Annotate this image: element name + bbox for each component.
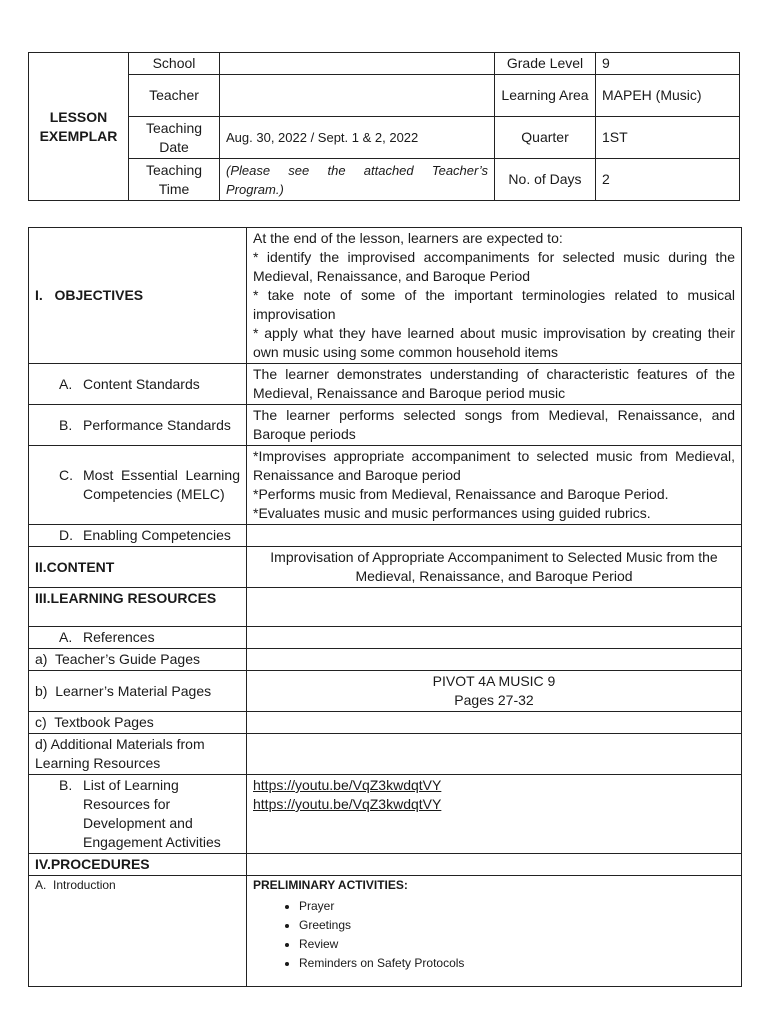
introduction-letter: A. [35,878,47,892]
objective-item: * take note of some of the important terminologies related to musical improvisation [253,287,735,322]
lesson-exemplar-title: LESSON EXEMPLAR [29,53,129,201]
list-item: • Prayer [299,897,735,916]
preliminary-activities-list [253,897,735,973]
additional-materials-row [29,734,742,775]
objectives-label: I. OBJECTIVES [29,228,247,364]
textbook-pages-row [29,712,742,734]
procedures-row [29,854,742,876]
learning-area-label: Learning Area [495,75,596,117]
days-label: No. of Days [495,159,596,201]
performance-standards-value: The learner performs selected songs from Medieval, Renaissance, and Baroque periods [247,405,742,446]
content-standards-label: Content Standards [83,375,200,392]
lesson-header-table [28,52,740,201]
melc-value [247,446,742,525]
tg-pages-label: a) Teacher’s Guide Pages [29,649,247,671]
melc-letter: C. [59,467,73,483]
melc-label: Most Essential Learning Competencies (MELC) [83,467,240,502]
quarter-label: Quarter [495,117,596,159]
list-item: • Greetings [299,916,735,935]
learning-area-value: MAPEH (Music) [596,75,740,117]
content-value: Improvisation of Appropriate Accompaniment to Selected Music from the Medieval, Renaissance, and Baroque Period [247,547,742,588]
introduction-row [29,876,742,987]
objectives-row [29,228,742,364]
content-row [29,547,742,588]
objective-item: * apply what they have learned about music improvisation by creating their own music using some common household items [253,325,735,360]
objectives-value [247,228,742,364]
teacher-label: Teacher [129,75,220,117]
procedures-label: IV.PROCEDURES [29,854,247,876]
references-row [29,627,742,649]
preliminary-activities-title: PRELIMINARY ACTIVITIES: [253,878,408,892]
learning-resources-row [29,588,742,627]
enabling-label: Enabling Competencies [83,527,231,543]
school-value [220,53,495,75]
melc-item: *Performs music from Medieval, Renaissance and Baroque Period. [253,486,669,502]
enabling-value [247,525,742,547]
list-resources-row [29,775,742,854]
teaching-date-label: Teaching Date [129,117,220,159]
lm-pages-label: b) Learner’s Material Pages [29,671,247,712]
learning-resources-label: III.LEARNING RESOURCES [29,588,247,627]
days-value: 2 [596,159,740,201]
quarter-value: 1ST [596,117,740,159]
objectives-intro: At the end of the lesson, learners are expected to: [253,230,563,246]
textbook-pages-label: c) Textbook Pages [29,712,247,734]
school-label: School [129,53,220,75]
lm-pages-row [29,671,742,712]
grade-level-label: Grade Level [495,53,596,75]
youtube-link[interactable]: https://youtu.be/VqZ3kwdqtVY [253,777,442,793]
list-resources-letter: B. [59,777,73,793]
content-standards-value: The learner demonstrates understanding of characteristic features of the Medieval, Renaissance and Baroque period music [247,364,742,405]
objective-item: * identify the improvised accompaniments for selected music during the Medieval, Renaissance, and Baroque Period [253,249,735,284]
grade-level-value: 9 [596,53,740,75]
content-standards-row [29,364,742,405]
lm-pages-range: Pages 27-32 [454,692,534,708]
additional-materials-label: d) Additional Materials from Learning Resources [29,734,247,775]
melc-item: *Evaluates music and music performances using guided rubrics. [253,505,651,521]
enabling-letter: D. [59,527,73,543]
introduction-label: Introduction [53,878,116,892]
lesson-plan-table [28,227,742,987]
melc-row [29,446,742,525]
list-item: • Reminders on Safety Protocols [299,954,735,973]
performance-standards-letter: B. [59,416,73,433]
melc-item: *Improvises appropriate accompaniment to selected music from Medieval, Renaissance and Baroque period [253,448,735,483]
list-item: • Review [299,935,735,954]
performance-standards-row [29,405,742,446]
tg-pages-row [29,649,742,671]
lm-pages-value: PIVOT 4A MUSIC 9 [432,673,556,689]
teaching-time-value: (Please see the attached Teacher’s Program.) [220,159,495,201]
content-standards-letter: A. [59,375,73,392]
teacher-value [220,75,495,117]
youtube-link[interactable]: https://youtu.be/VqZ3kwdqtVY [253,796,442,812]
enabling-row [29,525,742,547]
content-label: II.CONTENT [29,547,247,588]
performance-standards-label: Performance Standards [83,416,231,433]
list-resources-label: List of Learning Resources for Development and Engagement Activities [83,777,221,850]
references-letter: A. [59,629,73,645]
teaching-time-label: Teaching Time [129,159,220,201]
references-label: References [83,629,155,645]
teaching-date-value: Aug. 30, 2022 / Sept. 1 & 2, 2022 [220,117,495,159]
